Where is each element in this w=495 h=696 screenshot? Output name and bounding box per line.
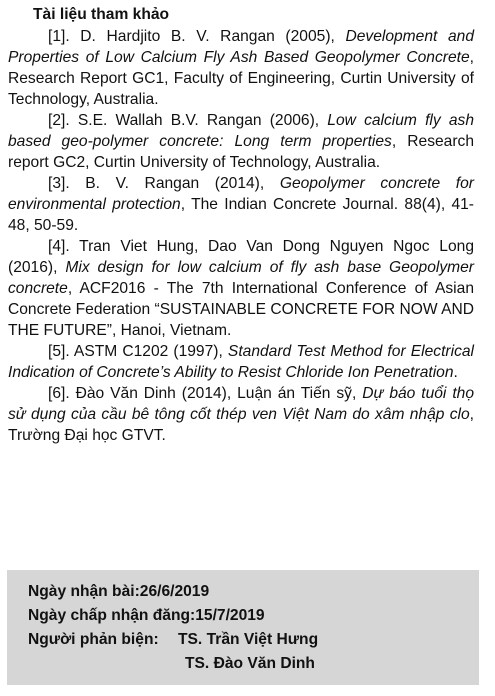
accepted-date-label: Ngày chấp nhận đăng:	[28, 607, 196, 624]
reference-authors: [5]. ASTM C1202 (1997),	[48, 343, 228, 360]
references-heading: Tài liệu tham khảo	[33, 6, 170, 23]
reference-authors: [6]. Đào Văn Dinh (2014), Luận án Tiến sỹ,	[48, 385, 363, 402]
reference-title: Geopolymer concrete for environmental protection	[8, 175, 475, 213]
reference-title: Mix design for low calcium of fly ash base Geopolymer concrete	[8, 259, 474, 297]
reference-source: , Research report GC2, Curtin University of Technology, Australia.	[8, 133, 474, 171]
references-section	[8, 4, 474, 446]
reviewer-name-2: TS. Đào Văn Dinh	[185, 655, 315, 672]
reviewer-line	[28, 630, 318, 650]
reference-item-1	[8, 26, 474, 110]
reference-source: , The Indian Concrete Journal. 88(4), 41-48, 50-59.	[8, 196, 474, 234]
reference-item-2	[8, 110, 474, 173]
reviewer-name-1: TS. Trần Việt Hưng	[178, 631, 319, 648]
reference-title: Standard Test Method for Electrical Indication of Concrete’s Ability to Resist Chloride Ion Penetration	[8, 343, 474, 381]
received-date-value: 26/6/2019	[139, 583, 210, 600]
reference-authors: [2]. S.E. Wallah B.V. Rangan (2006),	[48, 112, 328, 129]
reference-authors: [3]. B. V. Rangan (2014),	[48, 175, 280, 192]
reference-source: , ACF2016 - The 7th International Conference of Asian Concrete Federation “SUSTAINABLE CONCRETE FOR NOW AND THE FUTURE”, Hanoi, Vietnam.	[8, 280, 474, 339]
reference-source: .	[453, 364, 458, 381]
reference-authors: [4]. Tran Viet Hung, Dao Van Dong Nguyen Ngoc Long (2016),	[8, 238, 474, 276]
received-date-line	[28, 582, 209, 602]
reference-authors: [1]. D. Hardjito B. V. Rangan (2005),	[48, 28, 346, 45]
reviewer-label: Người phản biện:	[28, 631, 159, 648]
received-date-label: Ngày nhận bài:	[28, 583, 140, 600]
reference-item-4	[8, 236, 474, 341]
reference-item-6	[8, 383, 474, 446]
reference-source: , Trường Đại học GTVT.	[8, 406, 474, 444]
reviewer-line-2	[185, 654, 315, 674]
reference-item-5	[8, 341, 474, 383]
reference-title: Dự báo tuổi thọ sử dụng của cầu bê tông cốt thép ven Việt Nam do xâm nhập clo	[8, 385, 474, 423]
article-info-box	[7, 570, 479, 685]
reference-title: Low calcium fly ash based geo-polymer concrete: Long term properties	[8, 112, 474, 150]
reference-title: Development and Properties of Low Calcium Fly Ash Based Geopolymer Concrete	[8, 28, 474, 66]
accepted-date-value: 15/7/2019	[195, 607, 265, 624]
reference-source: , Research Report GC1, Faculty of Engineering, Curtin University of Technology, Australia.	[8, 49, 474, 108]
reference-item-3	[8, 173, 474, 236]
accepted-date-line	[28, 606, 265, 626]
